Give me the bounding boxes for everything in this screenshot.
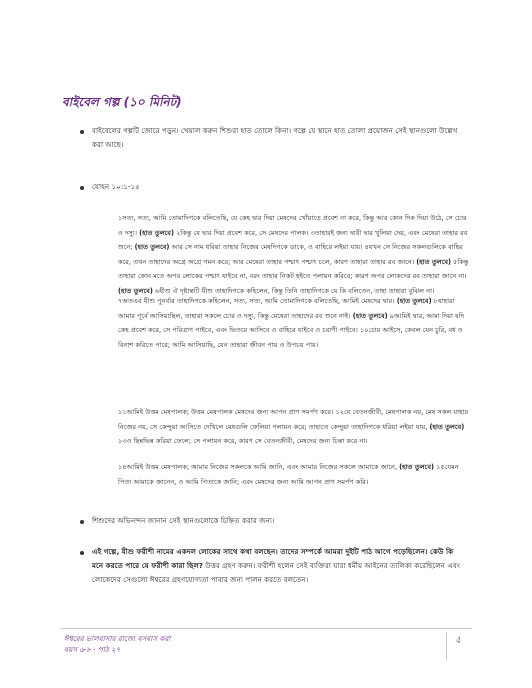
pharisees-explanation: উত্তর গ্রহণ করুন। ফরীশী হলেন সেই ব্যক্তিরা যারা ধর্মীয় আইনের তালিকা করেছিলেন এবং লোকেদের সেগুলো ঈশ্বরের গ্রহণযোগ্যতা পাবার জন্য পালন করতে বলতেন। (92, 561, 460, 584)
scripture-paragraph: ৭অতএব যীশু পুনর্বার তাহাদিগকে কহিলেন, সত্য, সত্য, আমি তোমাদিগকে বলিতেছি, আমিই মেষদের দ্বার। (হাত তুলবে) ৮যাহারা আমার পূর্বে আসিয়াছিল, তাহারা সকলে চোর ও দস্যু, কিন্তু মেষেরা তাহাদের রব শুনে নাই। (হাত তুলবে) ৯আমিই দ্বার, আমা দিয়া যদি কেহ প্রবেশ করে, সে পরিত্রাণ পাইবে, এবং ভিতরে আসিবে ও বাহিরে যাইবে ও চরাণী পাইবে। ১০চোর আইসে, কেবল যেন চুরি, বধ ও বিনাশ করিতে পারে; আমি আসিয়াছি, যেন তাহারা জীবন পায় ও উপচয় পায়। (118, 297, 465, 349)
bullet-dot (80, 551, 84, 555)
footer-divider (60, 628, 472, 629)
raise-hand-marker: (হাত তুলবে) (134, 243, 170, 251)
instruction-pharisees (92, 545, 466, 587)
raise-hand-marker: (হাত তুলবে) (416, 257, 452, 266)
bullet-dot (80, 130, 84, 134)
raise-hand-marker: (হাত তুলবে) (396, 297, 432, 305)
instruction-read-aloud: বাইবেলের গল্পটি জোরে পড়ুন। খেয়াল করুন শিশুরা হাত তোলে কিনা। গল্পে যে স্থানে হাত তোলা প্রয়োজন সেই স্থানগুলো উল্লেখ করা আছে। (92, 126, 458, 149)
scripture-paragraph: ১সত্য, সত্য, আমি তোমাদিগকে বলিতেছি, যে কেহ দ্বার দিয়া মেষদের খোঁয়াড়ে প্রবেশ না করে, কিন্তু আর কোন দিক দিয়া উঠে, সে চোর ও দস্যু। (হাত তুলবে) ২কিন্তু যে দ্বার দিয়া প্রবেশ করে, সে মেষদের পালক। ৩তাহারই জন্য দ্বারী দ্বার খুলিয়া দেয়, এবং মেষেরা তাহার রব শুনে; (হাত তুলবে) আর সে নাম ধরিয়া তাহার নিজের মেষদিগকে ডাকে, ও বাহিরে লইয়া যায়। ৪যখন সে নিজের সকলগুলিকে বাহির করে, তখন তাহাদের অগ্রে অগ্রে গমন করে; আর মেষেরা তাহার পশ্চাৎ পশ্চাৎ চলে, কারণ তাহারা তাহার রব জানে। (হাত তুলবে) ৫কিন্তু তাহারা কোন মতে অপর লোকের পশ্চাৎ যাইবে না, বরং তাহার নিকট হইতে পলায়ন করিবে; কারণ অপর লোকদের রব তাহারা জানে না। (হাত তুলবে) ৬যীশু ঐ দৃষ্টান্তটি যীশু তাহাদিগকে কহিলেন, কিন্তু তিনি তাহাদিগকে যে কি বলিতেন, তাহা তাহারা বুঝিল না। (118, 214, 469, 295)
footer-course-title: ঈশ্বরের ভালবাসার রাজ্যে বসবাস করা (64, 634, 171, 643)
pharisees-question: এই গল্পে, যীশু ফরীশী নামের একদল লোকের সাথে কথা বলছেন। তাদের সম্পর্কে আমরা দুইটি পাঠ আগে পড়েছিলেন। কেউ কি মনে করতে পারে যে ফরীশী কারা ছিল? (92, 547, 454, 570)
scripture-paragraph: ১১আমিই উত্তম মেষপালক; উত্তম মেষপালক মেষদের জন্য আপন প্রাণ সমর্পণ করে। ১২যে বেতনজীবী, মেষপালক নয়, মেষ সকল যাহার নিজের নয়, সে কেন্দুয়া আসিতে দেখিলে মেষগুলি ফেলিয়া পলায়ন করে; তাহাতে কেন্দুয়া তাহাদিগকে ধরিয়া লইয়া যায়, (হাত তুলবে) ১৩ও ছিন্নভিন্ন করিয়া ফেলে; সে পলায়ন করে, কারণ সে বেতনজীবী, মেষদের জন্য চিন্তা করে না। (118, 408, 469, 445)
footer-vertical-divider (446, 632, 447, 660)
page-number: 4 (456, 636, 462, 645)
footer-age-lesson: বয়স ৬-৮ · পাঠ ২৭ (64, 645, 121, 654)
scripture-reference: যোহন ১০:১-১৫ (92, 182, 140, 191)
footer-course-info (64, 633, 170, 655)
raise-hand-marker: (হাত তুলবে) (118, 286, 153, 295)
raise-hand-marker: (হাত তুলবে) (352, 311, 388, 320)
bullet-dot (80, 186, 84, 190)
section-title: বাইবেল গল্প (১০ মিনিট) (62, 95, 182, 109)
raise-hand-marker: (হাত তুলবে) (139, 228, 174, 237)
bullet-dot (80, 520, 84, 524)
instruction-congratulate: শিশুদের অভিনন্দন জানান সেই স্থানগুলোকে চিহ্নিত করার জন্য। (92, 516, 275, 525)
raise-hand-marker: (হাত তুলবে) (429, 422, 465, 431)
scripture-paragraph: ১৪আমিই উত্তম মেষপালক; আমার নিজের সকলকে আমি জানি, এবং আমার নিজের সকলে আমাকে জানে, (হাত তুলবে) ১৫যেমন পিতা আমাকে জানেন, ও আমি পিতাকে জানি; এবং মেষদের জন্য আমি আপন প্রাণ সমর্পণ করি। (118, 463, 459, 486)
raise-hand-marker: (হাত তুলবে) (399, 463, 434, 471)
